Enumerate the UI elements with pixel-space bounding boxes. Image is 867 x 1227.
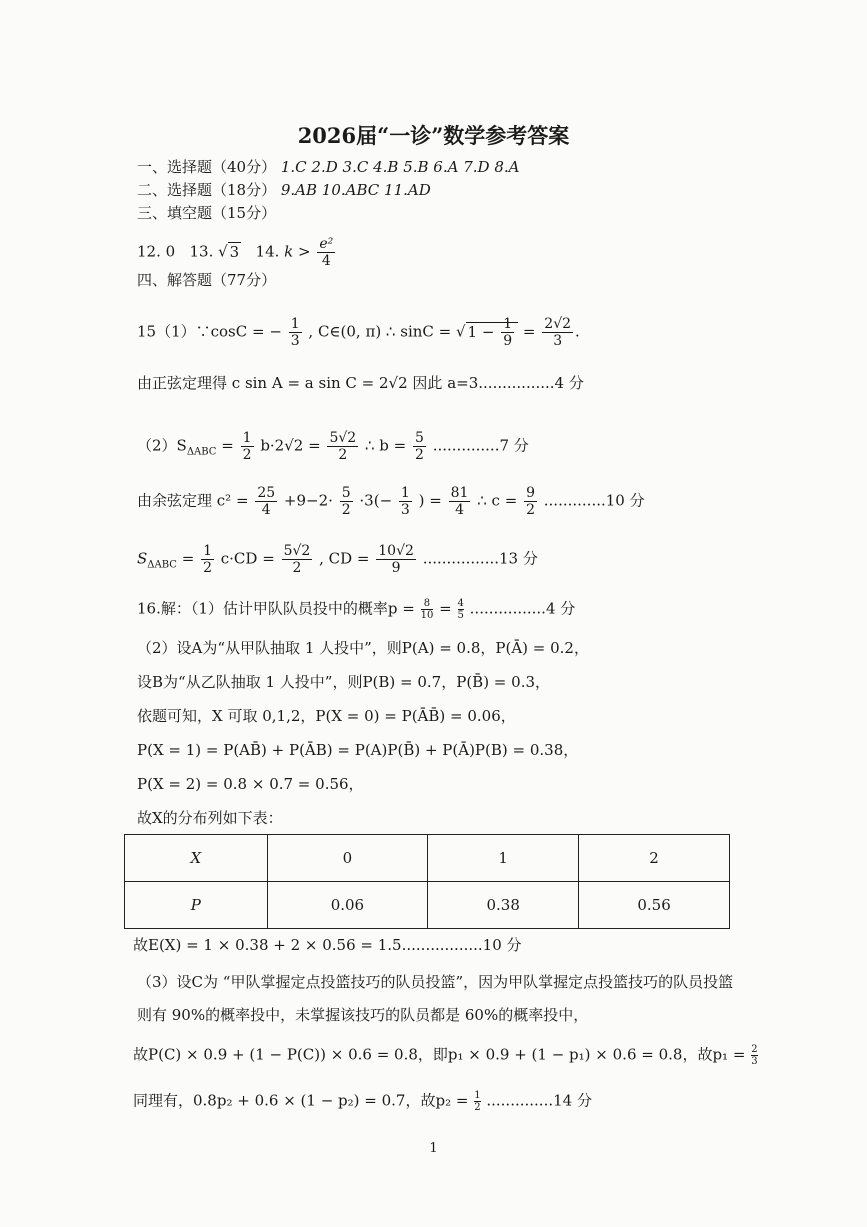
table-cell: 0.38 (428, 882, 579, 929)
fraction: $\frac{10√2}{9}$ (378, 543, 414, 576)
fraction: $\frac{5}{2}$ (415, 430, 424, 463)
score-marker: ................13 分 (422, 549, 538, 568)
table-row (125, 835, 730, 882)
score-marker: .................10 分 (401, 936, 522, 954)
q13-label: 13. (189, 242, 214, 261)
page-title: 2026届“一诊”数学参考答案 (297, 123, 570, 148)
fraction: $\frac{5}{2}$ (341, 485, 351, 518)
fraction: $\frac{1}{2}$ (203, 543, 212, 576)
table-row (125, 882, 730, 929)
table-cell: 2 (579, 835, 730, 882)
section-3-label: 三、填空题（15分） (137, 204, 277, 222)
score-marker: ................4 分 (469, 599, 576, 618)
fraction: $\frac{1}{3}$ (400, 485, 410, 518)
section-1-label: 一、选择题（40分） (137, 158, 277, 176)
fraction: $\frac{1}{2}$ (242, 430, 252, 463)
fraction: $\frac{9}{2}$ (526, 485, 535, 518)
fraction: $\frac{25}{4}$ (257, 485, 276, 518)
distribution-table (124, 834, 730, 929)
q12-answer: 12. 0 (137, 242, 176, 261)
fill-answers-row: 12. 0 13. √ 3 14. k > $\frac{\text{e²}}{4}$ (137, 236, 334, 269)
q16-line-x2: P(X = 2) = 0.8 × 0.7 = 0.56， (137, 775, 364, 793)
table-cell: 1 (428, 835, 579, 882)
q15-part1: 15（1）∵cosC = − $\frac{1}{3}$ , C∈(0, π) ∴ sinC = √ 1 − $\frac{1}{9}$ = $\frac{2√2}{3}$ . (137, 316, 580, 349)
section-1-row (137, 157, 519, 177)
table-cell: P (125, 882, 268, 929)
table-cell: 0.56 (579, 882, 730, 929)
q16-line-x0: 依题可知，X 可取 0,1,2，P(X = 0) = P(ĀB̄) = 0.06， (137, 707, 516, 725)
q16-part1: 16.解：（1）估计甲队队员投中的概率p = $\frac{8}{10}$ = $\frac{4}{5}$ ................4 分 (137, 598, 576, 621)
q13-value: 3 (229, 242, 240, 261)
q16-part3-line3: 故P(C) × 0.9 + (1 − P(C)) × 0.6 = 0.8，即p₁ × 0.9 + (1 − p₁) × 0.6 = 0.8，故p₁ = $\frac{2}{3}$ (133, 1044, 758, 1067)
q16-line-x1: P(X = 1) = P(AB̄) + P(ĀB) = P(A)P(B̄) + P(Ā)P(B) = 0.38， (137, 741, 579, 759)
score-marker: .............10 分 (543, 491, 645, 510)
fraction: $\frac{1}{3}$ (290, 316, 300, 349)
table-cell: 0 (267, 835, 428, 882)
fraction: $\frac{2}{3}$ (751, 1044, 758, 1067)
q15-cosine-law-line: 由余弦定理 c² = $\frac{25}{4}$ +9−2· $\frac{5}{2}$ ·3(− $\frac{1}{3}$ ) = $\frac{81}{4}$ ∴ c = $\frac{9}{2}$ .............10 分 (137, 485, 645, 518)
q16-part3-line4: 同理有，0.8p₂ + 0.6 × (1 − p₂) = 0.7，故p₂ = $\frac{1}{2}$ ..............14 分 (133, 1090, 592, 1113)
q14-fraction: $\frac{\text{e²}}{4}$ (319, 236, 334, 269)
q16-line-event-a: （2）设A为“从甲队抽取 1 人投中”，则P(A) = 0.8，P(Ā) = 0.2， (137, 639, 589, 657)
section-2-row (137, 180, 431, 200)
section-2-label: 二、选择题（18分） (137, 181, 277, 199)
section-1-answers: 1.C 2.D 3.C 4.B 5.B 6.A 7.D 8.A (280, 158, 520, 176)
fraction: $\frac{81}{4}$ (450, 485, 469, 518)
fraction: $\frac{1}{9}$ (503, 316, 513, 349)
fraction: $\frac{5√2}{2}$ (283, 543, 311, 576)
score-marker: ..............14 分 (486, 1091, 592, 1110)
q16-part3-line2: 则有 90%的概率投中，未掌握该技巧的队员都是 60%的概率投中， (137, 1006, 589, 1024)
q15-cd-line: $S_{\Delta ABC}$ = $\frac{1}{2}$ c·CD = $\frac{5√2}{2}$ , CD = $\frac{10√2}{9}$ ................13 分 (137, 543, 538, 576)
fraction: $\frac{1}{2}$ (474, 1090, 481, 1113)
q15-part2: $(2)S_{\Delta ABC}$ = $\frac{1}{2}$ b·2√2 = $\frac{5√2}{2}$ ∴ b = $\frac{5}{2}$ ..............7 分 (137, 430, 529, 463)
table-cell: X (125, 835, 268, 882)
q16-line-event-b: 设B为“从乙队抽取 1 人投中”，则P(B) = 0.7，P(B̄) = 0.3， (137, 673, 550, 691)
fraction: $\frac{5√2}{2}$ (329, 430, 357, 463)
q15-sine-law-line: 由正弦定理得 c sin A = a sin C = 2√2 因此 a=3................4 分 (137, 374, 584, 392)
fraction: $\frac{4}{5}$ (457, 598, 464, 621)
section-2-answers: 9.AB 10.ABC 11.AD (280, 181, 431, 199)
q14-label: 14. (255, 242, 280, 261)
score-marker: ..............7 分 (432, 436, 529, 455)
q16-table-intro: 故X的分布列如下表： (137, 809, 283, 827)
q16-expectation: 故E(X) = 1 × 0.38 + 2 × 0.56 = 1.5.................10 分 (133, 936, 522, 954)
fraction: $\frac{2√2}{3}$ (544, 316, 572, 349)
score-marker: ................4 分 (478, 374, 584, 392)
q16-part3-line1: （3）设C为 “甲队掌握定点投篮技巧的队员投篮”，因为甲队掌握定点投篮技巧的队员投篮 (137, 973, 734, 991)
section-4-label: 四、解答题（77分） (137, 271, 277, 289)
fraction: $\frac{8}{10}$ (420, 598, 434, 621)
page-number: 1 (429, 1141, 438, 1156)
table-cell: 0.06 (267, 882, 428, 929)
